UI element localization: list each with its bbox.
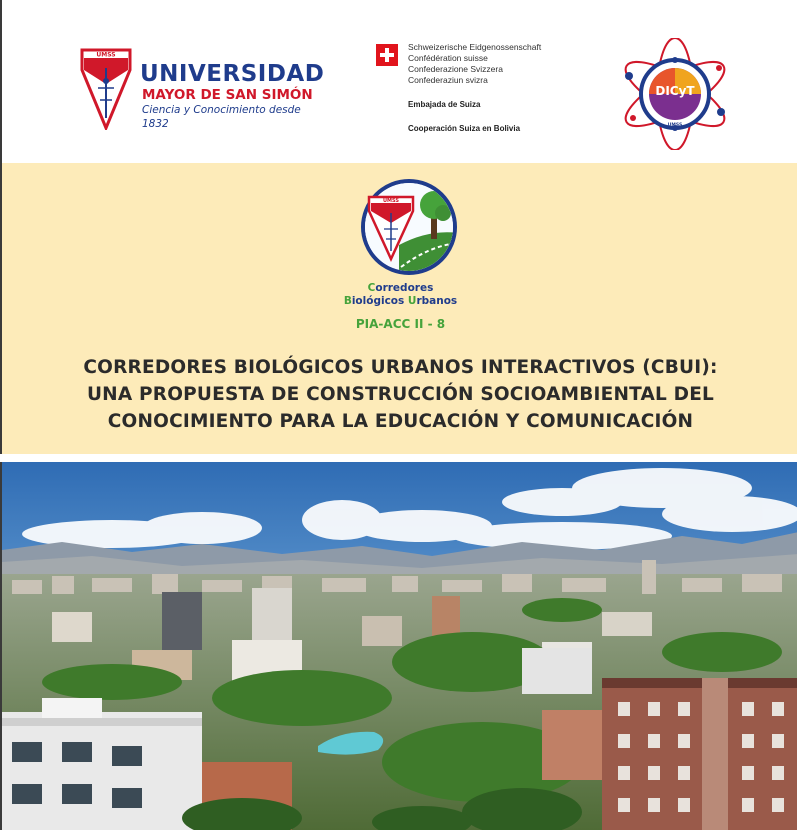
cbu-name-line2 xyxy=(2,295,797,308)
swiss-name-fr: Confédération suisse xyxy=(408,53,488,63)
cbu-name-line1 xyxy=(2,282,797,295)
logo-strip xyxy=(0,0,797,163)
swiss-name-it: Confederazione Svizzera xyxy=(408,64,503,74)
umss-name-line2: MAYOR DE SAN SIMÓN xyxy=(142,87,313,103)
dicyt-ring-text: UMSS xyxy=(667,123,683,128)
title-line-2: UNA PROPUESTA DE CONSTRUCCIÓN SOCIOAMBIENTAL DEL xyxy=(86,384,715,405)
swiss-name-rm: Confederaziun svizra xyxy=(408,75,488,85)
city-photo-illustration xyxy=(2,462,797,830)
swiss-flag-icon xyxy=(376,44,398,66)
swiss-cooperation: Cooperación Suiza en Bolivia xyxy=(408,124,521,133)
cbu-word-biologicos: iológicos xyxy=(351,295,408,307)
umss-name-line1: UNIVERSIDAD xyxy=(140,61,325,87)
cbu-initial-u: U xyxy=(407,295,417,307)
project-code: PIA-ACC II - 8 xyxy=(355,317,446,331)
swiss-confederation-names xyxy=(408,42,541,86)
project-header-band xyxy=(0,163,797,454)
umss-logo xyxy=(80,48,325,133)
cbu-word-urbanos: rbanos xyxy=(416,295,458,307)
umss-shield-icon xyxy=(80,48,132,130)
cbu-initial-b: B xyxy=(343,295,352,307)
title-line-3: CONOCIMIENTO PARA LA EDUCACIÓN Y COMUNICACIÓN xyxy=(107,411,694,432)
city-aerial-photo xyxy=(0,462,797,830)
umss-shield-text: UMSS xyxy=(96,51,116,59)
dicyt-logo xyxy=(615,38,735,150)
cbu-initial-c: C xyxy=(367,282,376,294)
umss-tagline: Ciencia y Conocimiento desde 1832 xyxy=(142,104,301,130)
document-title xyxy=(2,354,797,435)
dicyt-label: DICyT xyxy=(655,84,695,98)
cbu-word-corredores: orredores xyxy=(375,282,434,294)
umss-wordmark xyxy=(140,62,324,131)
swiss-embassy: Embajada de Suiza xyxy=(408,100,481,109)
swiss-name-de: Schweizerische Eidgenossenschaft xyxy=(408,42,542,52)
title-line-1: CORREDORES BIOLÓGICOS URBANOS INTERACTIVOS (CBUI): xyxy=(83,357,718,378)
cbu-shield-text: UMSS xyxy=(382,198,400,204)
tree-road-emblem-icon xyxy=(359,177,459,277)
